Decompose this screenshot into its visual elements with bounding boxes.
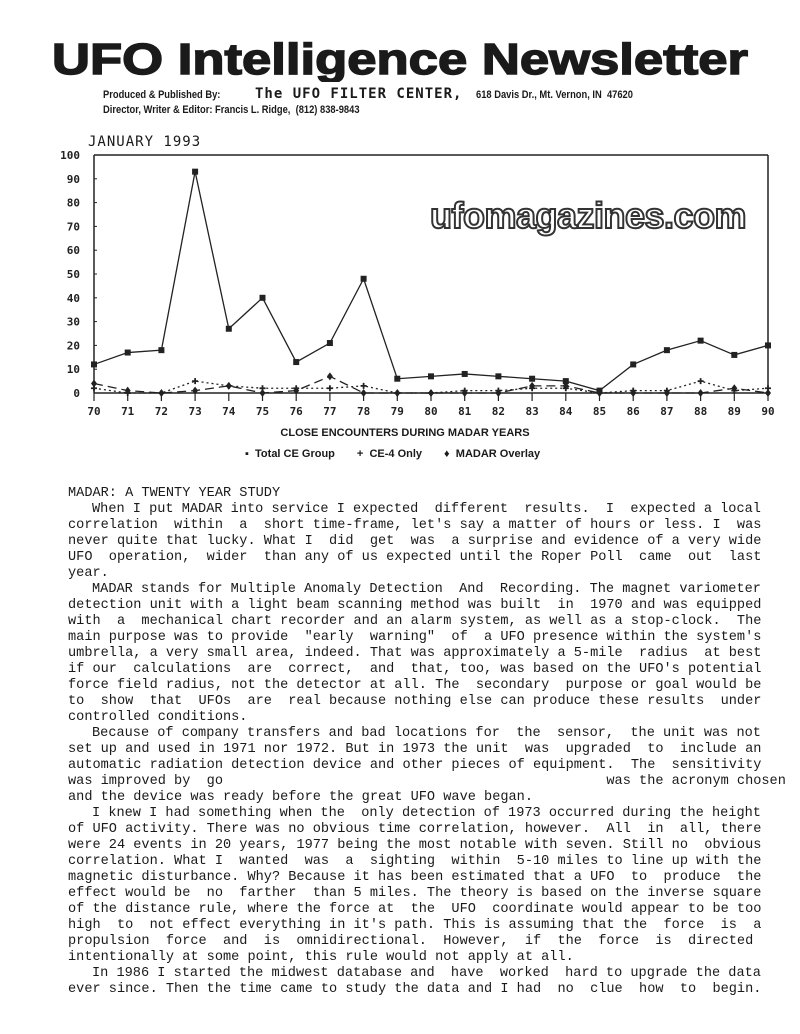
address: 618 Davis Dr., Mt. Vernon, IN 47620 xyxy=(476,89,634,101)
plus-marker-icon: + xyxy=(356,448,364,460)
organization-name: The UFO FILTER CENTER, xyxy=(255,86,463,102)
data-point-madar xyxy=(226,382,232,390)
data-point-total-ce xyxy=(192,169,198,175)
article-body xyxy=(68,502,786,998)
x-tick-label: 71 xyxy=(121,405,135,418)
data-point-madar xyxy=(394,389,400,397)
newsletter-title-svg xyxy=(50,34,760,82)
article-line: was improved by go was the acronym chosen xyxy=(68,774,786,789)
x-tick-label: 80 xyxy=(424,405,438,418)
x-tick-label: 75 xyxy=(255,405,270,418)
x-tick-label: 73 xyxy=(188,405,202,418)
masthead xyxy=(50,34,760,87)
article-line: automatic radiation detection device and other pieces of equipment. The sensitivity xyxy=(68,758,762,773)
close-encounters-chart xyxy=(0,140,800,425)
article-line: controlled conditions. xyxy=(68,710,248,725)
x-tick-label: 76 xyxy=(289,405,303,418)
article-line: When I put MADAR into service I expected different results. I expected a local xyxy=(92,502,761,517)
y-tick-label: 60 xyxy=(66,244,80,258)
data-point-total-ce xyxy=(91,361,97,367)
data-point-total-ce xyxy=(125,350,131,356)
legend-item-ce4 xyxy=(357,448,422,460)
legend-item-madar xyxy=(444,448,540,460)
data-point-total-ce xyxy=(428,373,434,379)
article-line: were 24 events in 20 years, 1977 being the most notable with seven. Still no obvious xyxy=(68,838,762,853)
y-tick-label: 10 xyxy=(66,363,80,377)
article-line: MADAR stands for Multiple Anomaly Detection And Recording. The magnet variometer xyxy=(92,582,761,597)
data-point-madar xyxy=(91,379,97,387)
data-point-ce4 xyxy=(361,383,367,389)
article-heading: MADAR: A TWENTY YEAR STUDY xyxy=(68,486,281,501)
x-tick-label: 90 xyxy=(761,405,775,418)
x-tick-label: 79 xyxy=(390,405,404,418)
data-point-total-ce xyxy=(731,352,737,358)
data-point-total-ce xyxy=(529,376,535,382)
data-point-total-ce xyxy=(630,361,636,367)
article-line: I knew I had something when the only detection of 1973 occurred during the height xyxy=(92,806,761,821)
chart-legend xyxy=(245,448,540,460)
director-line: Director, Writer & Editor: Francis L. Ridge, (812) 838-9843 xyxy=(103,104,360,116)
article-line: never quite that lucky. What I did get was a surprise and evidence of a very wide xyxy=(68,534,762,549)
article-line: UFO operation, wider than any of us expected until the Roper Poll came out last xyxy=(68,550,762,565)
y-tick-label: 90 xyxy=(66,172,80,186)
article-line: correlation within a short time-frame, let's say a matter of hours or less. I was xyxy=(68,518,762,533)
data-point-madar xyxy=(260,389,266,397)
data-point-madar xyxy=(428,389,434,397)
article-line: Because of company transfers and bad locations for the sensor, the unit was not xyxy=(92,726,761,741)
article-line: correlation. What I wanted was a sighting within 5-10 miles to line up with the xyxy=(68,854,762,869)
newsletter-title: UFO Intelligence Newsletter xyxy=(52,35,748,82)
x-tick-label: 82 xyxy=(491,405,506,418)
article-line: umbrella, a very small area, indeed. That was approximately a 5-mile radius at best xyxy=(68,646,762,661)
legend-label: Total CE Group xyxy=(255,448,335,460)
article-line: with a mechanical chart recorder and an alarm system, as well as a stop-clock. The xyxy=(68,614,762,629)
article-line: of the distance rule, where the force at the UFO coordinate would appear to be too xyxy=(68,902,762,917)
data-point-total-ce xyxy=(394,376,400,382)
y-tick-label: 20 xyxy=(66,339,80,353)
data-point-ce4 xyxy=(698,378,704,384)
x-tick-label: 89 xyxy=(727,405,741,418)
square-marker-icon: ▪ xyxy=(245,448,249,460)
x-tick-label: 81 xyxy=(458,405,472,418)
y-tick-label: 0 xyxy=(73,387,80,400)
article-line: In 1986 I started the midwest database and have worked hard to upgrade the data xyxy=(92,966,761,981)
article-line: to show that UFOs are real because nothing else can produce these results under xyxy=(68,694,762,709)
data-point-madar xyxy=(158,389,164,397)
article-line: intentionally at some point, this rule would not apply at all. xyxy=(68,950,574,965)
y-tick-label: 80 xyxy=(66,196,80,210)
data-point-total-ce xyxy=(698,338,704,344)
x-tick-label: 88 xyxy=(693,405,708,418)
article-line: high to not effect everything in it's path. This is assuming that the force is a xyxy=(68,918,762,933)
issue-date: JANUARY 1993 xyxy=(88,134,202,150)
data-point-ce4 xyxy=(327,385,333,391)
y-tick-label: 100 xyxy=(60,149,80,162)
x-tick-label: 87 xyxy=(660,405,674,418)
legend-item-total xyxy=(245,448,335,460)
data-point-total-ce xyxy=(765,342,771,348)
article-line: main purpose was to provide "early warning" of a UFO presence within the system's xyxy=(68,630,762,645)
x-tick-label: 85 xyxy=(592,405,607,418)
publisher-line xyxy=(103,86,661,102)
article-line: of UFO activity. There was no obvious time correlation, however. All in all, there xyxy=(68,822,762,837)
data-point-madar xyxy=(698,389,704,397)
x-tick-label: 78 xyxy=(356,405,371,418)
chart-title: CLOSE ENCOUNTERS DURING MADAR YEARS xyxy=(280,427,530,439)
x-tick-label: 77 xyxy=(323,405,337,418)
legend-label: MADAR Overlay xyxy=(455,448,541,460)
data-point-ce4 xyxy=(192,378,198,384)
article xyxy=(68,486,786,998)
data-point-total-ce xyxy=(462,371,468,377)
data-point-total-ce xyxy=(495,373,501,379)
article-line: set up and used in 1971 nor 1972. But in 1973 the unit was upgraded to include an xyxy=(68,742,762,757)
article-line: effect would be no farther than 5 miles. The theory is based on the inverse square xyxy=(68,886,762,901)
data-point-total-ce xyxy=(327,340,333,346)
article-line: if our calculations are correct, and that, too, was based on the UFO's potential xyxy=(68,662,762,677)
y-tick-label: 50 xyxy=(66,268,80,281)
diamond-marker-icon: ♦ xyxy=(444,448,450,460)
article-line: and the device was ready before the great UFO wave began. xyxy=(68,790,533,805)
article-line: propulsion force and is omnidirectional. However, if the force is directed xyxy=(68,934,754,949)
x-tick-label: 72 xyxy=(154,405,169,418)
data-point-madar xyxy=(327,372,333,380)
produced-by-label: Produced & Published By: xyxy=(103,89,221,101)
legend-label: CE-4 Only xyxy=(369,448,423,460)
y-tick-label: 30 xyxy=(66,315,80,329)
x-tick-label: 86 xyxy=(626,405,640,418)
article-line: detection unit with a light beam scanning method was built in 1970 and was equipped xyxy=(68,598,762,613)
y-tick-label: 40 xyxy=(66,291,80,305)
watermark: ufomagazines.com xyxy=(430,195,747,236)
x-tick-label: 74 xyxy=(222,405,236,418)
article-line: force field radius, not the detector at all. The secondary purpose or goal would be xyxy=(68,678,762,693)
data-point-madar xyxy=(361,389,367,397)
data-point-total-ce xyxy=(664,347,670,353)
data-point-total-ce xyxy=(158,347,164,353)
x-tick-label: 84 xyxy=(559,405,573,418)
x-tick-label: 83 xyxy=(525,405,539,418)
data-point-madar xyxy=(765,389,771,397)
article-line: ever since. Then the time came to study the data and I had no clue how to begin. xyxy=(68,982,762,997)
article-line: year. xyxy=(68,566,109,581)
x-tick-label: 70 xyxy=(87,405,101,418)
y-tick-label: 70 xyxy=(66,220,80,234)
data-point-total-ce xyxy=(293,359,299,365)
data-point-total-ce xyxy=(226,326,232,332)
article-line: magnetic disturbance. Why? Because it has been estimated that a UFO to produce the xyxy=(68,870,762,885)
data-point-total-ce xyxy=(361,276,367,282)
data-point-total-ce xyxy=(260,295,266,301)
